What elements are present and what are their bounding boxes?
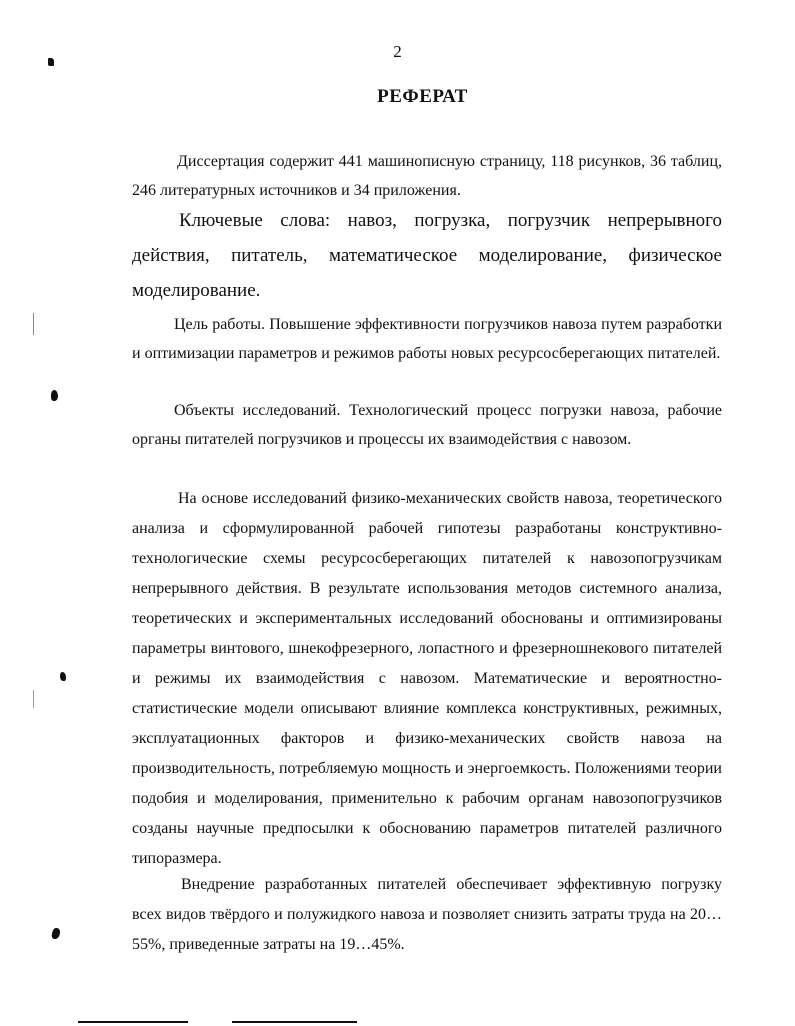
page-number: 2 [393,42,402,61]
page-title: РЕФЕРАТ [377,86,468,107]
paragraph-summary: Диссертация содержит 441 машинописную страницу, 118 рисунков, 36 таблиц, 246 литературных источников и 34 приложения. [132,153,722,199]
paragraph-keywords: Ключевые слова: навоз, погрузка, погрузчик непрерывного действия, питатель, математическое моделирование, физическое моделирование. [132,210,722,301]
scan-margin-line [33,690,34,708]
paragraph-implementation: Внедрение разработанных питателей обеспечивает эффективную погрузку всех видов твёрдого и полужидкого навоза и позволяет снизить затраты труда на 20…55%, приведенные затраты на 19…45%. [132,876,722,953]
scan-bottom-line [232,1021,357,1023]
scan-speck [51,390,58,401]
scan-bottom-line [78,1021,188,1023]
scan-speck [48,58,54,66]
scan-speck [51,928,62,939]
paragraph-objects: Объекты исследований. Технологический процесс погрузки навоза, рабочие органы питателей погрузчиков и процессы их взаимодействия с навозом. [132,402,722,448]
paragraph-goal: Цель работы. Повышение эффективности погрузчиков навоза путем разработки и оптимизации параметров и режимов работы новых ресурсосберегающих питателей. [132,316,722,362]
scan-speck [60,672,66,681]
scan-margin-line [33,313,34,335]
paragraph-results: На основе исследований физико-механических свойств навоза, теоретического анализа и сформулированной рабочей гипотезы разработаны конструктивно-технологические схемы ресурсосберегающих питателей к навозопогрузчикам непрерывного действия. В результате использования методов системного анализа, теоретических и экспериментальных исследований обоснованы и оптимизированы параметры винтового, шнекофрезерного, лопастного и фрезерношнекового питателей и режимы их взаимодействия с навозом. Математические и вероятностно-статистические модели описывают влияние комплекса конструктивных, режимных, эксплуатационных факторов и физико-механических свойств навоза на производительность, потребляемую мощность и энергоемкость. Положениями теории подобия и моделирования, применительно к рабочим органам навозопогрузчиков созданы научные предпосылки к обоснованию параметров питателей различного типоразмера. [132,490,722,867]
